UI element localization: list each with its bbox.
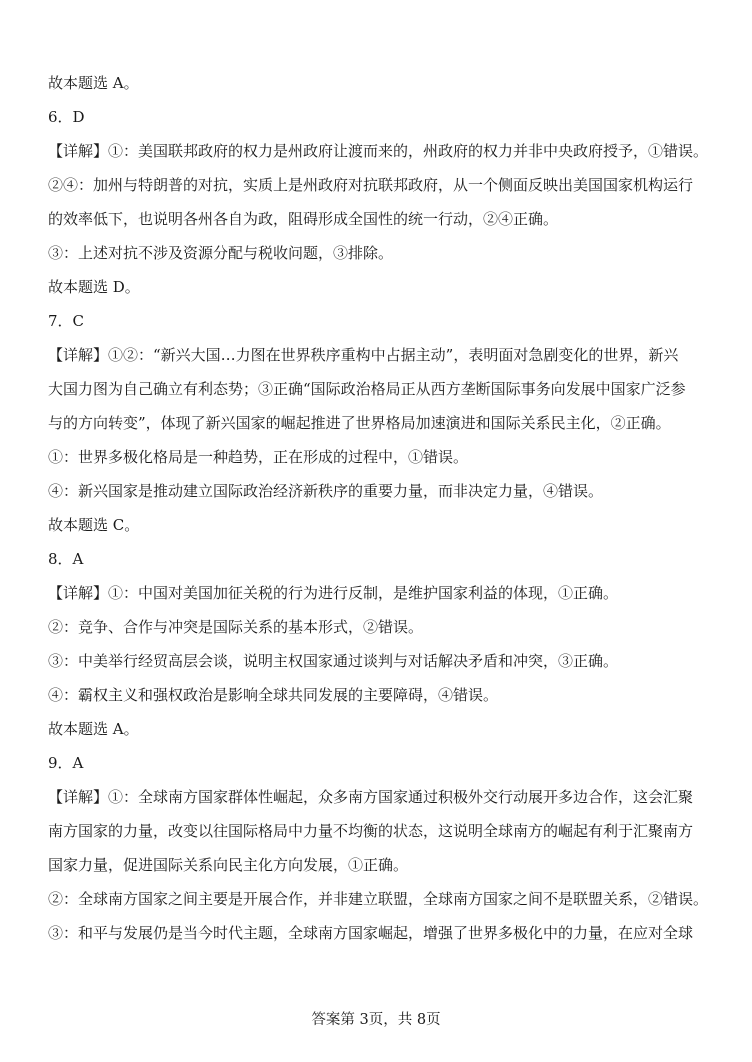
- text-line: ②：竞争、合作与冲突是国际关系的基本形式，②错误。: [48, 618, 424, 636]
- question-number: 8．A: [48, 550, 84, 568]
- question-number: 6．D: [48, 108, 85, 126]
- text-line: 南方国家的力量，改变以往国际格局中力量不均衡的状态，这说明全球南方的崛起有利于汇聚南方: [48, 822, 694, 840]
- text-line: 的效率低下，也说明各州各自为政，阻碍形成全国性的统一行动，②④正确。: [48, 210, 559, 228]
- text-line: ①：世界多极化格局是一种趋势，正在形成的过程中，①错误。: [48, 448, 469, 466]
- text-line: 【详解】①：全球南方国家群体性崛起，众多南方国家通过积极外交行动展开多边合作，这会汇聚: [48, 788, 694, 806]
- text-line: ②：全球南方国家之间主要是开展合作，并非建立联盟，全球南方国家之间不是联盟关系，②错误。: [48, 890, 708, 908]
- text-line: 故本题选 C。: [48, 516, 140, 534]
- page-footer: 答案第 3页，共 8页: [311, 1012, 441, 1028]
- text-line: 与的方向转变”，体现了新兴国家的崛起推进了世界格局加速演进和国际关系民主化，②正确。: [48, 414, 671, 432]
- text-line: ④：霸权主义和强权政治是影响全球共同发展的主要障碍，④错误。: [48, 686, 499, 704]
- text-line: ②④：加州与特朗普的对抗，实质上是州政府对抗联邦政府，从一个侧面反映出美国国家机构运行: [48, 176, 694, 194]
- text-line: ③：中美举行经贸高层会谈，说明主权国家通过谈判与对话解决矛盾和冲突，③正确。: [48, 652, 619, 670]
- text-line: 国家力量，促进国际关系向民主化方向发展，①正确。: [48, 856, 409, 874]
- text-line: 【详解】①：中国对美国加征关税的行为进行反制，是维护国家利益的体现，①正确。: [48, 584, 619, 602]
- text-line: 大国力图为自己确立有利态势；③正确“国际政治格局正从西方垄断国际事务向发展中国家广泛参: [48, 380, 686, 398]
- text-line: 【详解】①②：“新兴大国…力图在世界秩序重构中占据主动”，表明面对急剧变化的世界，新兴: [48, 346, 679, 364]
- text-line: ③：和平与发展仍是当今时代主题，全球南方国家崛起，增强了世界多极化中的力量，在应对全球: [48, 924, 694, 942]
- text-line: 【详解】①：美国联邦政府的权力是州政府让渡而来的，州政府的权力并非中央政府授予，①错误。: [48, 142, 708, 160]
- text-line: ④：新兴国家是推动建立国际政治经济新秩序的重要力量，而非决定力量，④错误。: [48, 482, 604, 500]
- text-line: 故本题选 A。: [48, 74, 139, 92]
- text-line: 故本题选 D。: [48, 278, 140, 296]
- text-line: 故本题选 A。: [48, 720, 139, 738]
- text-line: ③：上述对抗不涉及资源分配与税收问题，③排除。: [48, 244, 394, 262]
- question-number: 7．C: [48, 312, 85, 330]
- question-number: 9．A: [48, 754, 84, 772]
